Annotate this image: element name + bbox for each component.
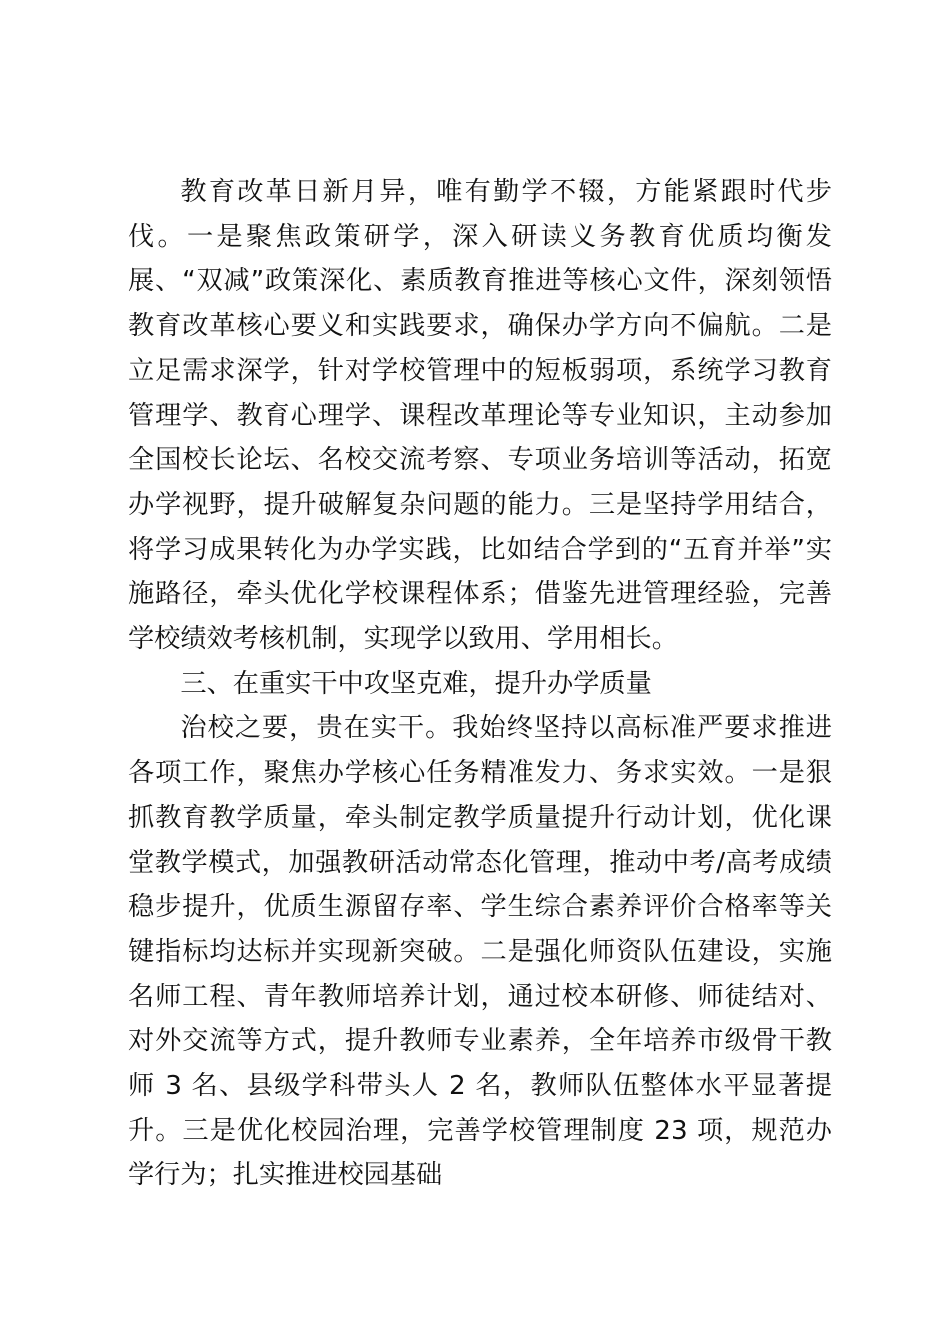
document-body: [128, 170, 832, 1198]
section-heading-3: 三、在重实干中攻坚克难，提升办学质量: [180, 668, 652, 699]
paragraph-learning: 教育改革日新月异，唯有勤学不辍，方能紧跟时代步伐。一是聚焦政策研学，深入研读义务教育优质均衡发展、“双减”政策深化、素质教育推进等核心文件，深刻领悟教育改革核心要义和实践要求，确保办学方向不偏航。二是立足需求深学，针对学校管理中的短板弱项，系统学习教育管理学、教育心理学、课程改革理论等专业知识，主动参加全国校长论坛、名校交流考察、专项业务培训等活动，拓宽办学视野，提升破解复杂问题的能力。三是坚持学用结合，将学习成果转化为办学实践，比如结合学到的“五育并举”实施路径，牵头优化学校课程体系；借鉴先进管理经验，完善学校绩效考核机制，实现学以致用、学用相长。: [128, 177, 832, 655]
paragraph-practice: 治校之要，贵在实干。我始终坚持以高标准严要求推进各项工作，聚焦办学核心任务精准发力、务求实效。一是狠抓教育教学质量，牵头制定教学质量提升行动计划，优化课堂教学模式，加强教研活动常态化管理，推动中考/高考成绩稳步提升，优质生源留存率、学生综合素养评价合格率等关键指标均达标并实现新突破。二是强化师资队伍建设，实施名师工程、青年教师培养计划，通过校本研修、师徒结对、对外交流等方式，提升教师专业素养，全年培养市级骨干教师 3 名、县级学科带头人 2 名，教师队伍整体水平显著提升。三是优化校园治理，完善学校管理制度 23 项，规范办学行为；扎实推进校园基础: [128, 713, 832, 1191]
